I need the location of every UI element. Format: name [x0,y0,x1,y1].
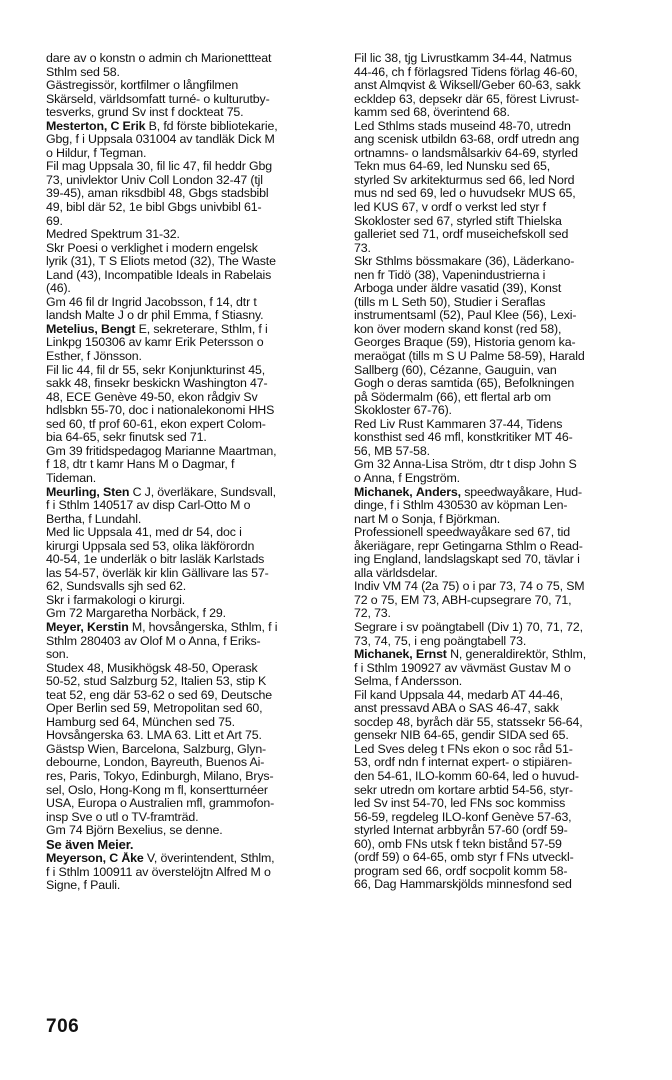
entry-line: kamm sed 68, överintend 68. [354,106,510,120]
entry-line: mus nd sed 69, led o huvudsekr MUS 65, [354,187,576,201]
entry-line: Sthlm sed 58. [46,65,120,79]
entry-surname: Meurling, [46,485,100,499]
entry-given-name: C Åke [109,852,144,866]
entry-given-name: Kerstin [86,620,129,634]
entry-line: f i Sthlm 190927 av vävmäst Gustav M o [354,661,571,675]
entry-line: bia 64-65, sekr finutsk sed 71. [46,431,207,445]
entry-line: 53, ordf ndn f internat expert- o stipiären- [354,756,572,770]
entry-line: (ordf 59) o 64-65, omb styr f FNs utveckl- [354,851,574,865]
entry-line: åkeriägare, repr Getingarna Sthlm o Read- [354,539,583,553]
entry-line: landsh Malte J o dr phil Emma, f Stiasny. [46,309,264,323]
entry-line: Fil lic 44, fil dr 55, sekr Konjunkturinst 45, [46,363,265,377]
entry-line: insp Sve o utl o TV-framträd. [46,810,199,824]
left-column [46,52,334,893]
entry-text: B, fd förste bibliotekarie, [145,119,278,133]
entry-line: alla världsdelar. [354,566,438,580]
entry-line: kon över modern skand konst (red 58), [354,322,562,336]
entry-text: C J, överläkare, Sundsvall, [129,485,276,499]
entry-line: Skr Sthlms bössmakare (36), Läderkano- [354,255,575,269]
entry-line: led KUS 67, v ordf o verkst led styr f [354,201,546,215]
entry-line: 66, Dag Hammarskjölds minnesfond sed [354,878,572,892]
entry-line: Gm 32 Anna-Lisa Ström, dtr t disp John S [354,458,577,472]
entry-line: Gm 72 Margaretha Norbäck, f 29. [46,607,226,621]
entry-line: Signe, f Pauli. [46,879,121,893]
entry-line: Selma, f Andersson. [354,675,463,689]
biography-entry [46,621,334,838]
entry-line: 62, Sundsvalls sjh sed 62. [46,580,187,594]
biography-entry [46,120,334,323]
entry-line [46,852,334,866]
entry-line: Fil kand Uppsala 44, medarb AT 44-46, [354,688,563,702]
entry-line: Linkpg 150306 av kamr Erik Petersson o [46,336,264,350]
entry-line [46,323,334,337]
entry-line: Hamburg sed 64, München sed 75. [46,715,235,729]
entry-line: 44-46, ch f förlagsred Tidens förlag 46-60, [354,65,578,79]
entry-line: Skokloster sed 67, styrled stift Thielska [354,214,562,228]
entry-line: Gästregissör, kortfilmer o långfilmen [46,79,239,93]
entry-line: Georges Braque (59), Historia genom ka- [354,336,576,350]
entry-line: 60), omb FNs utsk f tekn bistånd 57-59 [354,837,562,851]
entry-line: Studex 48, Musikhögsk 48-50, Operask [46,661,258,675]
entry-line: Led Sves deleg t FNs ekon o soc råd 51- [354,742,573,756]
entry-line: 72, 73. [354,607,391,621]
entry-line: gensekr NIB 64-65, gendir SIDA sed 65. [354,729,569,743]
entry-line: Gbg, f i Uppsala 031004 av tandläk Dick M [46,133,275,147]
entry-given-name: Anders, [415,485,461,499]
entry-surname: Meyerson, [46,852,106,866]
entry-line: Land (43), Incompatible Ideals in Rabelais [46,268,272,282]
entry-line: Med lic Uppsala 41, med dr 54, doc i [46,526,242,540]
entry-line [354,648,648,662]
entry-line: 73, univlektor Univ Coll London 32-47 (tjl [46,173,263,187]
entry-line: Gm 46 fil dr Ingrid Jacobsson, f 14, dtr t [46,295,257,309]
entry-line: Sthlm 280403 av Olof M o Anna, f Eriks- [46,634,261,648]
entry-line: 39-45), aman riksdbibl 48, Gbgs stadsbibl [46,187,269,201]
entry-line: hdlsbkn 55-70, doc i nationalekonomi HHS [46,404,275,418]
entry-line: debourne, London, Bayreuth, Buenos Ai- [46,756,265,770]
entry-line [46,120,334,134]
entry-line: Gogh o deras samtida (65), Befolkningen [354,377,575,391]
entry-text: M, hovsångerska, Sthlm, f i [128,620,278,634]
entry-line: konsthist sed 46 mfl, konstkritiker MT 46- [354,431,573,445]
entry-line: son. [46,648,69,662]
entry-line: 69. [46,214,63,228]
entry-line: Gm 74 Björn Bexelius, se denne. [46,824,223,838]
entry-line: Skr i farmakologi o kirurgi. [46,593,186,607]
entry-line: 48, ECE Genève 49-50, ekon rådgiv Sv [46,390,258,404]
entry-line [46,621,334,635]
entry-text: N, generaldirektör, Sthlm, [446,648,586,662]
entry-line: den 54-61, ILO-komm 60-64, led o huvud- [354,769,579,783]
entry-line: Skokloster 67-76). [354,404,452,418]
entry-line: styrled Sv arkitekturmus sed 66, led Nord [354,173,575,187]
entry-line: 56, MB 57-58. [354,444,430,458]
cross-reference [46,838,334,853]
entry-line: meraögat (tills m S U Palme 58-59), Harald [354,350,585,364]
entry-line: Led Sthlms stads museind 48-70, utredn [354,119,571,133]
entry-line: Oper Berlin sed 59, Metropolitan sed 60, [46,702,263,716]
entry-line: dare av o konstn o admin ch Marionettteat [46,52,272,65]
entry-line: Gästsp Wien, Barcelona, Salzburg, Glyn- [46,742,267,756]
entry-given-name: C Erik [110,119,146,133]
entry-surname: Michanek, [354,648,413,662]
entry-line: tesverks, grund Sv inst f dockteat 75. [46,106,244,120]
biography-entry [354,648,648,892]
entry-continuation [354,52,648,486]
entry-line: nen fr Tidö (38), Vapenindustrierna i [354,268,546,282]
entry-line: o Hildur, f Tegman. [46,146,147,160]
entry-line: led Sv inst 54-70, led FNs soc kommiss [354,797,566,811]
entry-line [46,486,334,500]
entry-line: 49, bibl där 52, 1e bibl Gbgs univbibl 61- [46,201,262,215]
entry-line: Fil mag Uppsala 30, fil lic 47, fil heddr Gbg [46,160,273,174]
biography-entry [46,486,334,621]
entry-line: las 54-57, överläk kir klin Gällivare las 57- [46,566,269,580]
entry-line: (46). [46,282,71,296]
biography-entry [354,486,648,649]
entry-line: sakk 48, finsekr beskickn Washington 47- [46,377,268,391]
entry-line [354,486,648,500]
entry-continuation [46,52,334,120]
entry-line: Medred Spektrum 31-32. [46,228,180,242]
entry-line [46,838,334,853]
entry-line: Gm 39 fritidspedagog Marianne Maartman, [46,444,277,458]
entry-line: Tideman. [46,471,96,485]
entry-line: teat 52, eng där 53-62 o sed 69, Deutsche [46,688,272,702]
entry-line: Arboga under äldre vasatid (39), Konst [354,282,562,296]
entry-line: f i Sthlm 100911 av överstelöjtn Alfred M o [46,865,271,879]
entry-surname: Mesterton, [46,119,108,133]
entry-text: speedwayåkare, Hud- [460,485,582,499]
entry-line: galleriet sed 71, ordf museichefskoll sed [354,228,569,242]
biography-entry [46,323,334,486]
entry-line: Professionell speedwayåkare sed 67, tid [354,526,570,540]
entry-line: Bertha, f Lundahl. [46,512,142,526]
entry-line: Hovsångerska 63. LMA 63. Litt et Art 75. [46,729,262,743]
entry-line: dinge, f i Sthlm 430530 av köpman Len- [354,499,568,513]
entry-line: ortnamns- o landsmålsarkiv 64-69, styrled [354,146,578,160]
entry-line: Tekn mus 64-69, led Nunsku sed 65, [354,160,551,174]
entry-line: lyrik (31), T S Eliots metod (32), The Waste [46,255,276,269]
entry-line: Indiv VM 74 (2a 75) o i par 73, 74 o 75, SM [354,580,585,594]
entry-line: Segrare i sv poängtabell (Div 1) 70, 71, 72, [354,620,583,634]
entry-line: Sallberg (60), Cézanne, Gauguin, van [354,363,557,377]
entry-line: res, Paris, Tokyo, Edinburgh, Milano, Brys- [46,769,274,783]
entry-surname: Meyer, [46,620,84,634]
entry-line: 72 o 75, EM 73, ABH-cupsegrare 70, 71, [354,593,572,607]
entry-line: 40-54, 1e underläk o bitr lasläk Karlstads [46,553,265,567]
entry-line: Esther, f Jönsson. [46,350,142,364]
entry-line: Skr Poesi o verklighet i modern engelsk [46,241,258,255]
entry-line: anst pressavd ABA o SAS 46-47, sakk [354,702,559,716]
entry-line: 73. [354,241,371,255]
right-column [354,52,648,892]
entry-line: 73, 74, 75, i eng poängtabell 73. [354,634,527,648]
entry-given-name: Bengt [100,322,136,336]
entry-line: f 18, dtr t kamr Hans M o Dagmar, f [46,458,235,472]
entry-line: 50-52, stud Salzburg 52, Italien 53, stip K [46,675,267,689]
page-number: 706 [46,1016,80,1037]
entry-line: Skärseld, världsomfatt turné- o kulturutby- [46,92,270,106]
see-also-name: Meier. [97,837,134,852]
entry-given-name: Sten [103,485,130,499]
biography-entry [46,852,334,893]
entry-line: anst Almqvist & Wiksell/Geber 60-63, sakk [354,79,581,93]
entry-line: nart M o Sonja, f Björkman. [354,512,501,526]
entry-line: (tills m L Seth 50), Studier i Seraflas [354,295,546,309]
entry-line: på Södermalm (66), ett flertal arb om [354,390,551,404]
entry-given-name: Ernst [415,648,447,662]
entry-surname: Michanek, [354,485,413,499]
entry-line: sed 60, tf prof 60-61, ekon expert Colom- [46,417,266,431]
entry-line: program sed 66, ordf socpolit komm 58- [354,864,568,878]
entry-line: Red Liv Rust Kammaren 37-44, Tidens [354,417,563,431]
entry-line: sel, Oslo, Hong-Kong m fl, konsertturnéer [46,783,268,797]
entry-line: Fil lic 38, tjg Livrustkamm 34-44, Natmus [354,52,572,65]
entry-line: eckldep 63, depsekr där 65, förest Livrust- [354,92,579,106]
entry-line: ang scenisk utbildn 63-68, ordf utredn ang [354,133,580,147]
entry-line: USA, Europa o Australien mfl, grammofon- [46,797,275,811]
entry-line: f i Sthlm 140517 av disp Carl-Otto M o [46,499,251,513]
entry-text: E, sekreterare, Sthlm, f i [135,322,268,336]
entry-line: styrled Internat arbbyrån 57-60 (ordf 59- [354,824,568,838]
entry-line: ing England, landslagskapt sed 70, tävlar i [354,553,580,567]
entry-line: instrumentsaml (52), Paul Klee (56), Lexi- [354,309,577,323]
entry-line: socdep 48, byråch där 55, statssekr 56-64, [354,715,583,729]
entry-line: 56-59, regdeleg ILO-konf Genève 57-63, [354,810,572,824]
entry-line: kirurgi Uppsala sed 53, olika läkförordn [46,539,255,553]
entry-text: V, överintendent, Sthlm, [143,852,275,866]
entry-line: sekr utredn om kortare arbtid 54-56, styr- [354,783,573,797]
see-also-label: Se även [46,837,95,852]
entry-line: o Anna, f Engström. [354,471,460,485]
entry-surname: Metelius, [46,322,98,336]
